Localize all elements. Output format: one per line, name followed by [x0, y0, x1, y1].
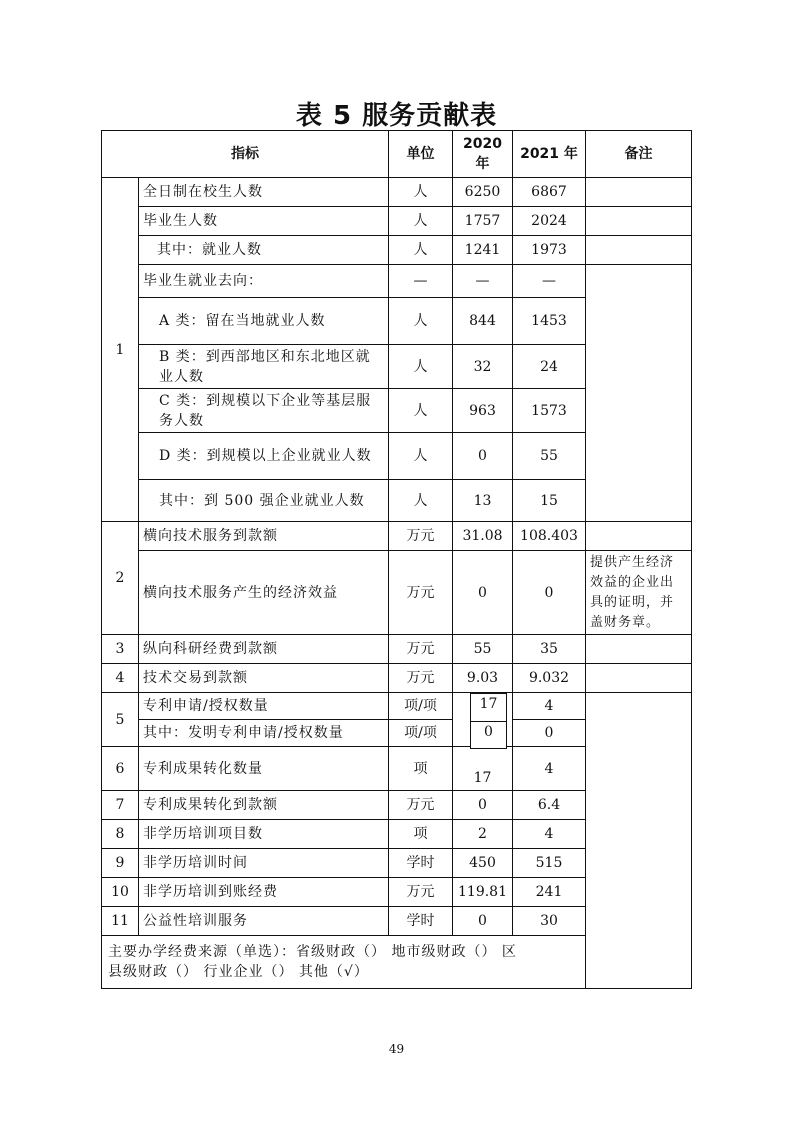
unit-cell: 项/项 [389, 693, 453, 720]
value-2020: 450 [453, 849, 513, 878]
value-2020: 2 [453, 820, 513, 849]
header-unit: 单位 [389, 131, 453, 178]
value-2021: 4 [513, 820, 586, 849]
unit-cell: 学时 [389, 907, 453, 936]
indicator-label: 横向技术服务产生的经济效益 [139, 551, 389, 635]
unit-cell: 人 [389, 178, 453, 207]
table-row [102, 664, 692, 693]
value-2020: 119.81 [453, 878, 513, 907]
unit-cell: 人 [389, 389, 453, 433]
indicator-label: C 类：到规模以下企业等基层服务人数 [139, 389, 389, 433]
value-2020: 55 [453, 635, 513, 664]
value-2021: 35 [513, 635, 586, 664]
value-2020: — [453, 265, 513, 298]
indicator-label: 专利成果转化数量 [139, 747, 389, 791]
unit-cell: 万元 [389, 522, 453, 551]
header-indicator: 指标 [102, 131, 389, 178]
row-number: 5 [102, 693, 139, 747]
row-number: 1 [102, 178, 139, 522]
unit-cell: 万元 [389, 664, 453, 693]
indicator-label: 全日制在校生人数 [139, 178, 389, 207]
value-2021: 1973 [513, 236, 586, 265]
value-2021: 241 [513, 878, 586, 907]
indicator-label: 非学历培训时间 [139, 849, 389, 878]
row-number: 10 [102, 878, 139, 907]
remark-cell [586, 178, 692, 207]
value-2020: 6250 [453, 178, 513, 207]
value-2021: 2024 [513, 207, 586, 236]
row-number: 2 [102, 522, 139, 635]
remark-cell [586, 693, 692, 989]
indicator-label: 专利申请/授权数量 [139, 693, 389, 720]
row-number: 6 [102, 747, 139, 791]
unit-cell: 人 [389, 298, 453, 345]
service-contribution-table [101, 130, 692, 989]
row-number: 11 [102, 907, 139, 936]
unit-cell: 人 [389, 433, 453, 480]
table-row [102, 522, 692, 551]
value-2020: 1757 [453, 207, 513, 236]
indicator-label: 非学历培训到账经费 [139, 878, 389, 907]
funding-source-line1: 主要办学经费来源（单选）：省级财政（） 地市级财政（） 区 [108, 944, 517, 960]
value-2020-cell [453, 747, 513, 791]
remark-cell [586, 522, 692, 551]
value-2021: 108.403 [513, 522, 586, 551]
table-row [102, 265, 692, 298]
value-2020: 0 [453, 907, 513, 936]
value-2020: 0 [471, 721, 506, 742]
indicator-label: 其中：到 500 强企业就业人数 [139, 480, 389, 522]
unit-cell: 人 [389, 345, 453, 389]
table-header-row [102, 131, 692, 178]
indicator-label: 其中：就业人数 [139, 236, 389, 265]
funding-source-line2: 县级财政（） 行业企业（） 其他（√） [108, 964, 369, 980]
table-row [102, 635, 692, 664]
indicator-label: 技术交易到款额 [139, 664, 389, 693]
page-title: 表 5 服务贡献表 [295, 101, 498, 131]
indicator-label: 横向技术服务到款额 [139, 522, 389, 551]
table-row [102, 178, 692, 207]
table-row [102, 207, 692, 236]
value-2020: 963 [453, 389, 513, 433]
table-row [102, 236, 692, 265]
value-2021: 515 [513, 849, 586, 878]
value-2020: 1241 [453, 236, 513, 265]
value-2021: 9.032 [513, 664, 586, 693]
indicator-label: 其中：发明专利申请/授权数量 [139, 720, 389, 747]
value-2021: 0 [513, 720, 586, 747]
value-2021: 55 [513, 433, 586, 480]
value-2021: 0 [513, 551, 586, 635]
indicator-label: 毕业生人数 [139, 207, 389, 236]
table-row [102, 693, 692, 720]
row-number: 9 [102, 849, 139, 878]
boxed-values [470, 693, 507, 749]
unit-cell: 项 [389, 820, 453, 849]
remark-cell [586, 236, 692, 265]
indicator-label: 纵向科研经费到款额 [139, 635, 389, 664]
unit-cell: 学时 [389, 849, 453, 878]
value-2020: 844 [453, 298, 513, 345]
unit-cell: 万元 [389, 551, 453, 635]
header-2021: 2021 年 [513, 131, 586, 178]
indicator-label: 毕业生就业去向： [139, 265, 389, 298]
funding-source-text [102, 936, 586, 989]
unit-cell: 项/项 [389, 720, 453, 747]
indicator-label: 公益性培训服务 [139, 907, 389, 936]
value-2021: 30 [513, 907, 586, 936]
value-2021: 1453 [513, 298, 586, 345]
table-row [102, 551, 692, 635]
value-2020: 9.03 [453, 664, 513, 693]
value-2021: 1573 [513, 389, 586, 433]
remark-cell [586, 265, 692, 522]
indicator-label: A 类：留在当地就业人数 [139, 298, 389, 345]
remark-cell [586, 664, 692, 693]
row-number: 4 [102, 664, 139, 693]
indicator-label: D 类：到规模以上企业就业人数 [139, 433, 389, 480]
value-2021: — [513, 265, 586, 298]
value-2020: 13 [453, 480, 513, 522]
value-2020: 0 [453, 433, 513, 480]
value-2020: 31.08 [453, 522, 513, 551]
value-2021: 4 [513, 693, 586, 720]
value-2021: 6.4 [513, 791, 586, 820]
remark-cell [586, 635, 692, 664]
unit-cell: 万元 [389, 878, 453, 907]
value-2021: 15 [513, 480, 586, 522]
remark-cell [586, 207, 692, 236]
unit-cell: 万元 [389, 791, 453, 820]
indicator-label: 专利成果转化到款额 [139, 791, 389, 820]
row-number: 7 [102, 791, 139, 820]
value-2021: 4 [513, 747, 586, 791]
value-2020-boxed [453, 693, 513, 747]
row-number: 3 [102, 635, 139, 664]
value-2021: 6867 [513, 178, 586, 207]
value-2020: 0 [453, 791, 513, 820]
value-2020: 17 [479, 696, 498, 712]
value-2020: 0 [453, 551, 513, 635]
row-number: 8 [102, 820, 139, 849]
indicator-label: B 类：到西部地区和东北地区就业人数 [139, 345, 389, 389]
unit-cell: 项 [389, 747, 453, 791]
header-2020: 2020 年 [453, 131, 513, 178]
unit-cell: 人 [389, 236, 453, 265]
unit-cell: 人 [389, 480, 453, 522]
header-remark: 备注 [586, 131, 692, 178]
value-2020: 32 [453, 345, 513, 389]
value-2021: 24 [513, 345, 586, 389]
page-number: 49 [388, 1042, 405, 1056]
value-2020: 17 [473, 770, 492, 786]
indicator-label: 非学历培训项目数 [139, 820, 389, 849]
unit-cell: 人 [389, 207, 453, 236]
unit-cell: — [389, 265, 453, 298]
unit-cell: 万元 [389, 635, 453, 664]
remark-note: 提供产生经济效益的企业出具的证明，并盖财务章。 [586, 551, 692, 635]
